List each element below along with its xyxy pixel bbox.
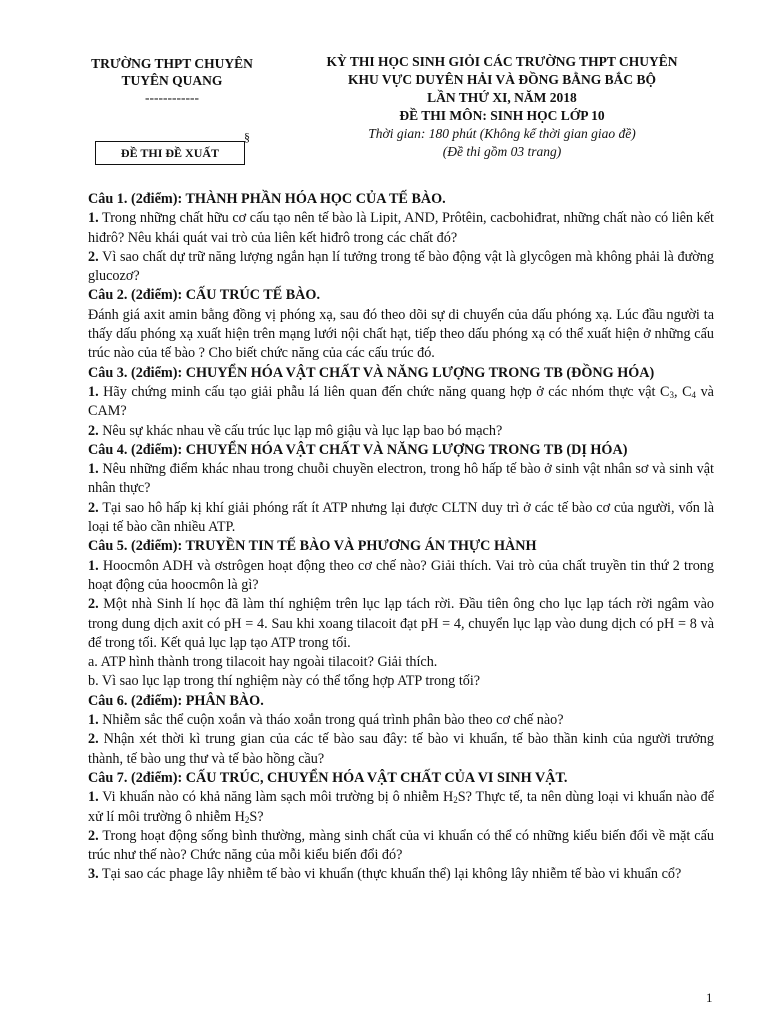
item-text: Nhiễm sắc thể cuộn xoắn và tháo xoắn trong quá trình phân bào theo cơ chế nào? (98, 712, 564, 729)
question-item (88, 306, 714, 364)
exam-time: Thời gian: 180 phút (Không kể thời gian giao đề) (368, 126, 636, 141)
question-title: Câu 1. (2điểm): THÀNH PHẦN HÓA HỌC CỦA TẾ BÀO. (88, 191, 446, 207)
question-2 (88, 286, 714, 363)
school-name-line1: TRƯỜNG THPT CHUYÊN (91, 56, 253, 71)
question-item (88, 460, 714, 499)
item-text: Nhận xét thời kì trung gian của các tế bào sau đây: tế bào vi khuẩn, tế bào thần kinh của người trưởng thành, tế bào ung thư và tế bào hồng cầu? (88, 731, 714, 767)
question-item (88, 711, 714, 730)
page-number: 1 (706, 990, 713, 1005)
question-6 (88, 692, 714, 769)
proposal-badge (95, 141, 245, 165)
question-5 (88, 537, 714, 691)
item-text: Tại sao các phage lây nhiễm tế bào vi khuẩn (thực khuẩn thể) lại không lây nhiễm tế bào vi khuẩn cổ? (98, 866, 682, 883)
question-title: Câu 7. (2điểm): CẤU TRÚC, CHUYỂN HÓA VẬT CHẤT CỦA VI SINH VẬT. (88, 769, 568, 786)
question-item (88, 499, 714, 538)
question-list (88, 190, 714, 885)
question-item (88, 672, 714, 691)
item-number: 2. (88, 499, 99, 516)
question-item (88, 248, 714, 287)
question-item (88, 422, 714, 441)
item-text: Trong những chất hữu cơ cấu tạo nên tế bào là Lipit, AND, Prôtêin, cacbohiđrat, những chất nào có liên kết hiđrô? Nêu khái quát vai trò của liên kết hiđrô trong các chất đó? (88, 210, 714, 246)
question-item (88, 788, 714, 827)
item-text: Tại sao hô hấp kị khí giải phóng rất ít ATP nhưng lại được CLTN duy trì ở các tế bào cơ của người, vốn là loại tế bào cần nhiều ATP. (88, 499, 714, 536)
item-number: 3. (88, 866, 99, 883)
section-mark: § (244, 130, 250, 144)
item-number: 2. (88, 827, 99, 844)
item-number: 1. (88, 461, 99, 478)
proposal-label: ĐỀ THI ĐỀ XUẤT (120, 145, 220, 160)
exam-title-line3: LẦN THỨ XI, NĂM 2018 (427, 90, 577, 105)
question-title: Câu 5. (2điểm): TRUYỀN TIN TẾ BÀO VÀ PHƯƠNG ÁN THỰC HÀNH (88, 538, 537, 555)
item-text: Hoocmôn ADH và ơstrôgen hoạt động theo cơ chế nào? Giải thích. Vai trò của chất truyền tin thứ 2 trong hoạt động của hoocmôn là gì? (88, 557, 714, 593)
question-item (88, 557, 714, 596)
question-title: Câu 6. (2điểm): PHÂN BÀO. (88, 692, 264, 709)
question-item (88, 865, 714, 884)
item-number: 1. (88, 789, 99, 806)
question-item (88, 595, 714, 653)
exam-pages: (Đề thi gồm 03 trang) (442, 144, 562, 159)
item-text: Nêu sự khác nhau về cấu trúc lục lạp mô giậu và lục lạp bao bó mạch? (98, 422, 503, 439)
item-text: Một nhà Sinh lí học đã làm thí nghiệm trên lục lạp tách rời. Đầu tiên ông cho lục lạp tách rời ngâm vào trong dung dịch axit có pH = 4. Sau khi xoang tilacoit đạt pH = 4, chuyển lục lạp vào dung dịch có pH = 8 và để trong tối. Kết quả lục lạp tạo ATP trong tối. (88, 596, 714, 651)
item-number: 1. (88, 210, 99, 227)
item-text: a. ATP hình thành trong tilacoit hay ngoài tilacoit? Giải thích. (88, 654, 438, 671)
question-7 (88, 769, 714, 885)
item-number: 2. (88, 422, 99, 439)
item-number: 1. (88, 557, 99, 574)
question-item (88, 209, 714, 248)
item-number: 2. (88, 731, 99, 748)
item-text: Vi khuẩn nào có khả năng làm sạch môi trường bị ô nhiễm $H_2S$? Thực tế, ta nên dùng loại vi khuẩn nào để xử lí môi trường ô nhiễm $H_2S$? (88, 789, 714, 825)
exam-header (282, 53, 722, 161)
question-item (88, 730, 714, 769)
exam-subject: ĐỀ THI MÔN: SINH HỌC LỚP 10 (399, 108, 605, 123)
item-number: 2. (88, 596, 99, 613)
school-divider: ------------ (145, 90, 199, 105)
exam-title-line2: KHU VỰC DUYÊN HẢI VÀ ĐỒNG BẰNG BẮC BỘ (347, 72, 657, 87)
item-text: Đánh giá axit amin bằng đồng vị phóng xạ, sau đó theo dõi sự di chuyển của dấu phóng xạ. Lúc đầu người ta thấy dấu phóng xạ xuất hiện trên mạng lưới nội chất hạt, tiếp theo dấu phóng xạ có thể xuất hiện ở những cấu trúc nào của tế bào ? Cho biết chức năng của các cấu trúc đó. (88, 306, 714, 362)
exam-title-line1: KỲ THI HỌC SINH GIỎI CÁC TRƯỜNG THPT CHUYÊN (326, 54, 678, 69)
question-3 (88, 364, 714, 441)
item-text: b. Vì sao lục lạp trong thí nghiệm này có thể tổng hợp ATP trong tối? (88, 673, 481, 690)
question-item (88, 653, 714, 672)
item-number: 1. (88, 712, 99, 729)
item-number: 2. (88, 248, 99, 265)
item-number: 1. (88, 383, 99, 400)
item-text: Hãy chứng minh cấu tạo giải phẫu lá liên quan đến chức năng quang hợp ở các nhóm thực vật $C_3$, $C_4$ và CAM? (88, 383, 714, 420)
question-1 (88, 190, 714, 286)
question-title: Câu 2. (2điểm): CẤU TRÚC TẾ BÀO. (88, 287, 321, 304)
question-title: Câu 4. (2điểm): CHUYỂN HÓA VẬT CHẤT VÀ NĂNG LƯỢNG TRONG TB (DỊ HÓA) (88, 441, 628, 458)
question-item (88, 827, 714, 866)
school-header (72, 55, 272, 106)
question-title: Câu 3. (2điểm): CHUYỂN HÓA VẬT CHẤT VÀ NĂNG LƯỢNG TRONG TB (ĐỒNG HÓA) (88, 364, 655, 381)
question-4 (88, 441, 714, 537)
item-text: Trong hoạt động sống bình thường, màng sinh chất của vi khuẩn có thể có những kiểu biến đổi về mặt cấu trúc như thế nào? Chức năng của mỗi kiểu biến đổi đó? (88, 827, 714, 864)
item-text: Nêu những điểm khác nhau trong chuỗi chuyền electron, trong hô hấp tế bào ở sinh vật nhân sơ và sinh vật nhân thực? (88, 461, 714, 497)
school-name-line2: TUYÊN QUANG (121, 73, 223, 88)
item-text: Vì sao chất dự trữ năng lượng ngắn hạn lí tưởng trong tế bào động vật là glycôgen mà không phải là đường glucozơ? (88, 248, 714, 285)
question-item (88, 383, 714, 422)
